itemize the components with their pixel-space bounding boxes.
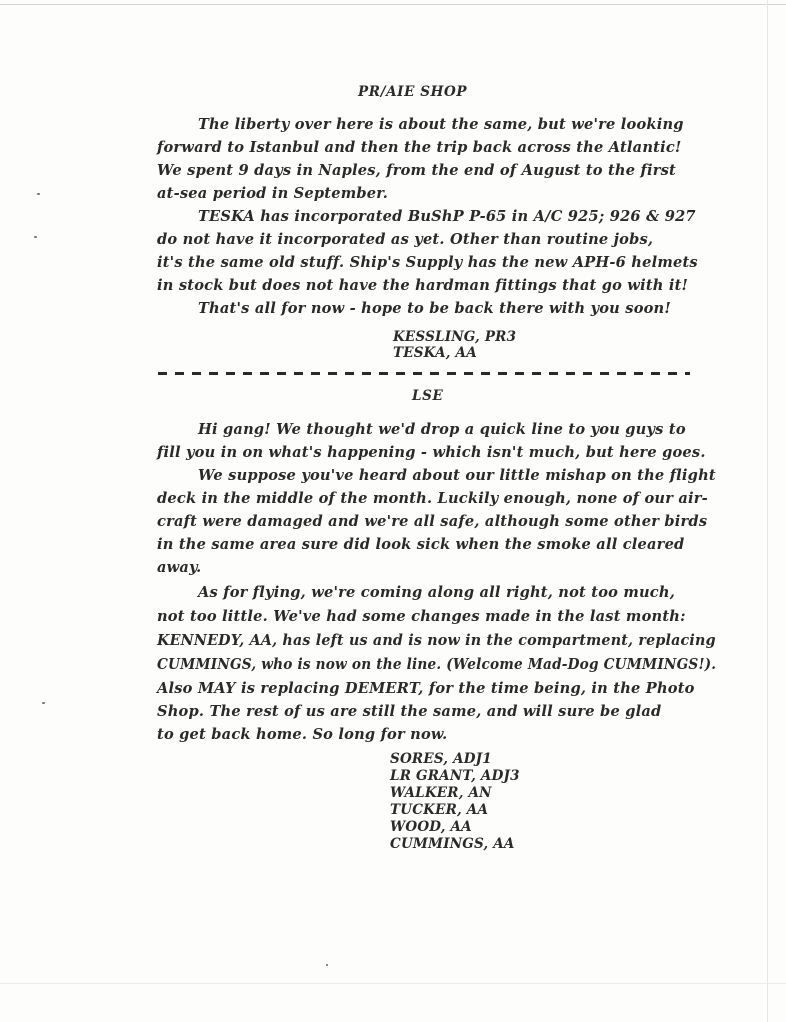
text-line: in stock but does not have the hardman fittings that go with it!	[157, 277, 689, 294]
signature-line: WALKER, AN	[390, 785, 492, 801]
text-line: CUMMINGS, who is now on the line. (Welcome Mad-Dog CUMMINGS!).	[157, 656, 717, 673]
signature-line: CUMMINGS, AA	[390, 836, 515, 852]
text-line: Hi gang! We thought we'd drop a quick line to you guys to	[198, 421, 686, 438]
text-line: forward to Istanbul and then the trip back across the Atlantic!	[157, 139, 682, 156]
text-line: at-sea period in September.	[157, 185, 389, 202]
signature-line: LR GRANT, ADJ3	[390, 768, 520, 784]
text-line: it's the same old stuff. Ship's Supply has the new APH-6 helmets	[157, 254, 698, 271]
signature-line: WOOD, AA	[390, 819, 472, 835]
section-heading: PR/AIE SHOP	[358, 84, 468, 100]
text-line: in the same area sure did look sick when the smoke all cleared	[157, 536, 685, 553]
text-line: not too little. We've had some changes made in the last month:	[157, 608, 686, 625]
text-line: fill you in on what's happening - which isn't much, but here goes.	[157, 444, 706, 461]
text-line: We suppose you've heard about our little mishap on the flight	[198, 467, 716, 484]
text-line: KENNEDY, AA, has left us and is now in the compartment, replacing	[157, 632, 716, 649]
text-line: to get back home. So long for now.	[157, 726, 448, 743]
text-line: We spent 9 days in Naples, from the end of August to the first	[157, 162, 676, 179]
text-line: deck in the middle of the month. Luckily enough, none of our air-	[157, 490, 708, 507]
text-line: do not have it incorporated as yet. Other than routine jobs,	[157, 231, 654, 248]
text-line: That's all for now - hope to be back there with you soon!	[198, 300, 671, 317]
text-line: Shop. The rest of us are still the same, and will sure be glad	[157, 703, 662, 720]
signature-line: TESKA, AA	[393, 345, 477, 361]
text-line: away.	[157, 559, 202, 576]
signature-line: TUCKER, AA	[390, 802, 489, 818]
text-line: The liberty over here is about the same, but we're looking	[198, 116, 684, 133]
text-line: TESKA has incorporated BuShP P-65 in A/C 925; 926 & 927	[198, 208, 696, 225]
text-line: craft were damaged and we're all safe, although some other birds	[157, 513, 708, 530]
text-line: As for flying, we're coming along all right, not too much,	[198, 584, 675, 601]
section-heading: LSE	[412, 388, 444, 404]
signature-line: KESSLING, PR3	[393, 329, 517, 345]
text-line: Also MAY is replacing DEMERT, for the time being, in the Photo	[157, 680, 695, 697]
dashed-divider	[158, 372, 690, 375]
signature-line: SORES, ADJ1	[390, 751, 492, 767]
